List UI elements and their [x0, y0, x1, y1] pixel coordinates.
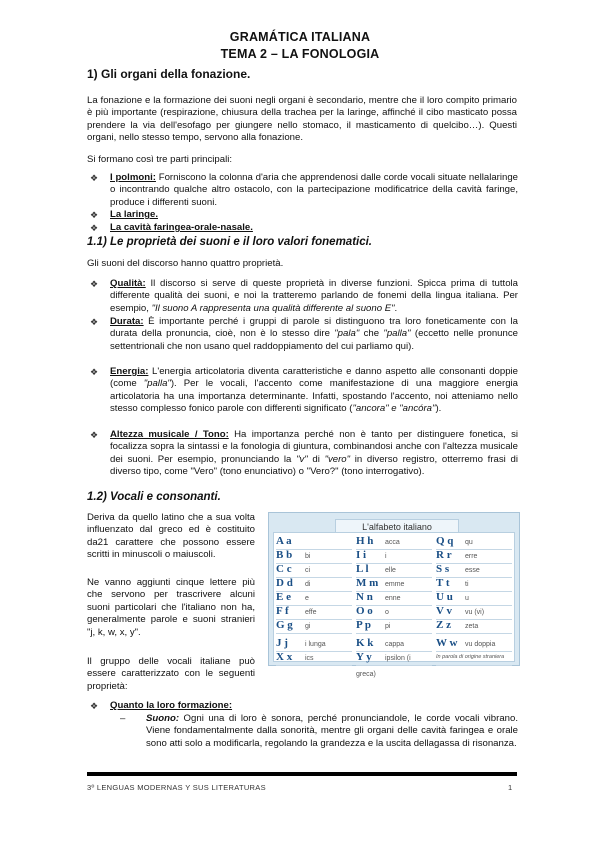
bullet-term: La laringe.	[110, 209, 158, 220]
bullet-term: Energia:	[110, 366, 149, 377]
section-1-2-heading: 1.2) Vocali e consonanti.	[87, 491, 221, 503]
section-1-parts-intro: Si formano così tre parti principali:	[87, 154, 233, 165]
bullet-tail: in diverso registro, otterremo frasi di diverso tipo, come "Vero" (tono enunciativo) o "Vero?" (tono interrogativo).	[110, 453, 518, 478]
bullet-durata	[90, 316, 518, 353]
bullet-term: Durata:	[110, 316, 144, 327]
alphabet-letter: K k	[356, 637, 374, 649]
bullet-example: "pala"	[334, 328, 360, 340]
bullet-term: Quanto la loro formazione:	[110, 700, 233, 711]
bullet-polmoni	[90, 172, 519, 209]
section-1-heading: 1) Gli organi della fonazione.	[87, 67, 251, 81]
footer-rule	[87, 772, 517, 776]
alphabet-letter-name: ics	[305, 655, 314, 662]
bullet-example: "Il suono A rappresenta una qualità differente al suono E"	[151, 302, 395, 314]
alphabet-letter-name: zeta	[465, 623, 479, 630]
alphabet-letter: U u	[436, 591, 453, 603]
alphabet-letter: D d	[276, 577, 293, 589]
alphabet-letter: B b	[276, 549, 293, 561]
diamond-bullet-icon: ❖	[90, 210, 99, 220]
diamond-bullet-icon: ❖	[90, 317, 99, 327]
alphabet-letter: H h	[356, 535, 374, 547]
bullet-text: È importante perché i gruppi di parole si distinguono tra loro foneticamente con la durata della pronuncia, cioè, non è lo stesso dire	[110, 316, 518, 340]
dash-term: Suono:	[146, 713, 180, 724]
alphabet-letter: O o	[356, 605, 373, 617]
alphabet-letter: P p	[356, 619, 371, 631]
bullet-example: "v"	[296, 453, 308, 465]
alphabet-letter-name: acca	[385, 539, 400, 546]
alphabet-letter-name: bi	[305, 553, 311, 560]
bullet-term: I polmoni:	[110, 172, 156, 183]
bullet-text: L'energia articolatoria diventa caratteristiche e danno aspetto alle consonanti doppie (come	[110, 366, 518, 390]
alphabet-cell	[436, 617, 512, 634]
bullet-text: ). Per le vocali, l'accento come manifestazione di una maggiore energia articolatoria ha una importanza determinante. Infatti, spostando l'accento, noi atteniamo nello stesso complesso fonico parole con differenti significato (	[110, 378, 518, 415]
bullet-text: di	[307, 453, 325, 465]
alphabet-letter-name: o	[385, 609, 389, 616]
bullet-example: "palla"	[143, 378, 171, 390]
bullet-altezza	[90, 429, 519, 479]
alphabet-letter: C c	[276, 563, 292, 575]
alphabet-letter: X x	[276, 651, 293, 663]
alphabet-letter: L l	[356, 563, 369, 575]
alphabet-letter-name: qu	[465, 539, 473, 546]
alphabet-letter-name: i lunga	[305, 641, 326, 648]
alphabet-letter-name: di	[305, 581, 311, 588]
bullet-laringe	[90, 209, 518, 221]
bullet-example: "palla"	[383, 328, 411, 340]
alphabet-letter-name: effe	[305, 609, 317, 616]
bullet-energia	[90, 366, 518, 416]
alphabet-letter: M m	[356, 577, 379, 589]
bullet-example: "vero"	[324, 453, 351, 465]
alphabet-letter-name: gi	[305, 623, 311, 630]
alphabet-letter-name: i	[385, 553, 387, 560]
bullet-text: che	[359, 328, 384, 340]
bullet-term: La cavità faringea-orale-nasale.	[110, 222, 253, 233]
alphabet-letter: I i	[356, 549, 367, 561]
bullet-tail: ).	[435, 403, 442, 415]
alphabet-letter-name: u	[465, 595, 469, 602]
alphabet-letter-name: erre	[465, 553, 478, 560]
alphabet-cell	[276, 649, 352, 666]
alphabet-letter-name: cappa	[385, 641, 405, 648]
alphabet-letter-name: ci	[305, 567, 311, 574]
bullet-text: Ha importanza perché non è tanto per distinguere fonetica, si focalizza sopra la sintassi e la fonologia di giuntura, combinandosi anche con l'altezza musicale dei suoni. Per esempio, pronunciando la	[110, 429, 519, 465]
alphabet-letter-name: esse	[465, 567, 480, 574]
diamond-bullet-icon: ❖	[90, 701, 99, 711]
alphabet-letter-name: In parola di origine straniera	[436, 654, 505, 660]
bullet-text: Il discorso si serve di queste proprietà in diverse funzioni. Spicca prima di tuttola differente qualità dei suoni, e noi la tratteremo parlando de fonemi della lingua italiana. Per esempio,	[110, 278, 518, 314]
dash-item-suono	[146, 713, 518, 750]
diamond-bullet-icon: ❖	[90, 173, 99, 183]
dash-text: Ogni una di loro è sonora, perché pronunciandole, le corde vocali vibrano. Viene fondamentalmente dalla sonorità, mentre gli organi delle cavità faringea e orale sono atti solo a modificarla, regolando la grandezza e la uscita dellagassa di risonanza.	[146, 713, 518, 749]
section-1-intro: La fonazione e la formazione dei suoni negli organi è secondario, mentre che il loro compito primario è più importante (respirazione, chiusura della trachea per la laringe, affinché il cibo masticato possa prendere la via dell'esofago per giungere nello stomaco, il masticamento di quelcibo…). Questi organi, nello stesso tempo, servono alla fonazione.	[87, 95, 517, 144]
section-1-1-heading: 1.1) Le proprietà dei suoni e il loro valori fonematici.	[87, 236, 373, 248]
diamond-bullet-icon: ❖	[90, 430, 99, 440]
footer-course: 3º LENGUAS MODERNAS Y SUS LITERATURAS	[87, 783, 266, 792]
bullet-term: Altezza musicale / Tono:	[110, 429, 229, 440]
bullet-text: Forniscono la colonna d'aria che apprendenosi dalle corde vocali situate nellalaringe o incontrando qualche altro ostacolo, con la partecipazione modificatrice della cavità faringe, produce i differenti suoni.	[110, 172, 519, 208]
dash-marker: –	[120, 713, 126, 724]
alphabet-cell	[276, 617, 352, 634]
alphabet-letter-name: e	[305, 595, 309, 602]
alphabet-grid	[273, 532, 515, 678]
alphabet-cell	[356, 649, 432, 678]
section-1-2-para-1: Deriva da quello latino che a sua volta influenzato dal greco ed è costituito da21 carattere che possono essere scritti in minuscoli o maiuscoli.	[87, 512, 255, 561]
alphabet-letter-name: pi	[385, 623, 391, 630]
alphabet-letter: Y y	[356, 651, 372, 663]
bullet-term: Qualità:	[110, 278, 146, 289]
alphabet-letter: S s	[436, 563, 450, 575]
bullet-formazione	[90, 700, 518, 712]
alphabet-letter: R r	[436, 549, 452, 561]
section-1-2-para-3: Il gruppo delle vocali italiane può essere caratterizzato con le seguenti proprietà:	[87, 656, 255, 692]
diamond-bullet-icon: ❖	[90, 367, 99, 377]
alphabet-letter: J j	[276, 637, 288, 649]
section-1-1-intro: Gli suoni del discorso hanno quattro proprietà.	[87, 258, 284, 269]
alphabet-letter: A a	[276, 535, 292, 547]
alphabet-caption: L'alfabeto italiano	[335, 519, 459, 534]
alphabet-letter: N n	[356, 591, 373, 603]
section-1-2-para-2: Ne vanno aggiunti cinque lettere più che servono per trascrivere alcuni suoni particolari che l'italiano non ha, generalmente parole e suoni stranieri "j, k, w, x, y".	[87, 577, 255, 638]
alphabet-letter: Z z	[436, 619, 451, 631]
bullet-tail: (eccetto nelle pronunce settentrionali che non usano quel raddoppiamento del cui parliamo qui).	[110, 328, 518, 352]
alphabet-letter: V v	[436, 605, 452, 617]
diamond-bullet-icon: ❖	[90, 279, 99, 289]
document-title: GRAMÁTICA ITALIANA	[229, 30, 371, 44]
alphabet-letter: T t	[436, 577, 450, 589]
diamond-bullet-icon: ❖	[90, 223, 99, 233]
alphabet-cell	[436, 649, 512, 666]
alphabet-letter: W w	[436, 637, 458, 649]
alphabet-letter: Q q	[436, 535, 454, 547]
alphabet-letter-name: elle	[385, 567, 396, 574]
alphabet-cell	[356, 617, 432, 634]
alphabet-letter: E e	[276, 591, 291, 603]
alphabet-letter-name: ti	[465, 581, 469, 588]
alphabet-letter: G g	[276, 619, 293, 631]
bullet-cavita	[90, 222, 518, 234]
alphabet-letter-name: enne	[385, 595, 401, 602]
alphabet-letter-name: vu doppia	[465, 641, 496, 648]
alphabet-letter-name: ipsilon (i greca)	[356, 655, 411, 678]
bullet-example: "ancora" e "ancóra"	[352, 403, 436, 415]
bullet-tail: .	[394, 302, 398, 314]
alphabet-letter: F f	[276, 605, 289, 617]
page-number: 1	[508, 783, 513, 792]
alphabet-letter-name: emme	[385, 581, 405, 588]
document-subtitle: TEMA 2 – LA FONOLOGIA	[220, 47, 380, 61]
bullet-qualita	[90, 278, 518, 315]
alphabet-letter-name: vu (vi)	[465, 609, 485, 616]
alphabet-figure	[268, 512, 520, 678]
